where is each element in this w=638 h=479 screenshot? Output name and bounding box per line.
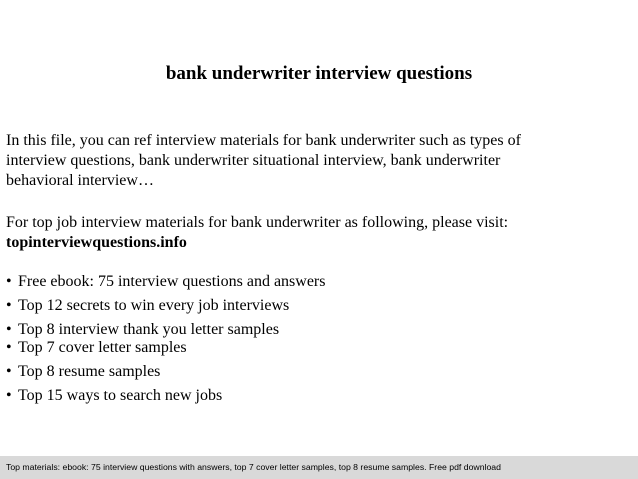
list-item [6,296,632,320]
bullet-icon: • [6,321,12,338]
website-link[interactable]: topinterviewquestions.info [6,234,187,251]
list-item-label: Top 7 cover letter samples [18,339,187,356]
visit-paragraph [6,213,632,253]
list-item [6,338,632,362]
list-item-label: Free ebook: 75 interview questions and answers [18,273,326,290]
resource-list [6,272,632,406]
visit-line: For top job interview materials for bank underwriter as following, please visit: [6,214,509,231]
list-item-label: Top 8 interview thank you letter samples [18,321,280,338]
list-item-label: Top 12 secrets to win every job interviews [18,297,290,314]
document-title: bank underwriter interview questions [165,63,473,84]
bullet-icon: • [6,297,12,314]
list-item [6,320,632,338]
list-item [6,362,632,386]
intro-line: In this file, you can ref interview materials for bank underwriter such as types of [6,132,521,149]
list-item [6,272,632,296]
list-item [6,386,632,406]
footer-text: Top materials: ebook: 75 interview questions with answers, top 7 cover letter samples, top 8 resume samples. Free pdf download [6,462,501,472]
bullet-icon: • [6,387,12,404]
footer-bar [0,456,638,479]
list-item-label: Top 15 ways to search new jobs [18,387,223,404]
intro-paragraph [6,131,632,191]
intro-line: interview questions, bank underwriter situational interview, bank underwriter [6,152,501,169]
bullet-icon: • [6,339,12,356]
list-item-label: Top 8 resume samples [18,363,161,380]
bullet-icon: • [6,273,12,290]
intro-line: behavioral interview… [6,172,154,189]
bullet-icon: • [6,363,12,380]
